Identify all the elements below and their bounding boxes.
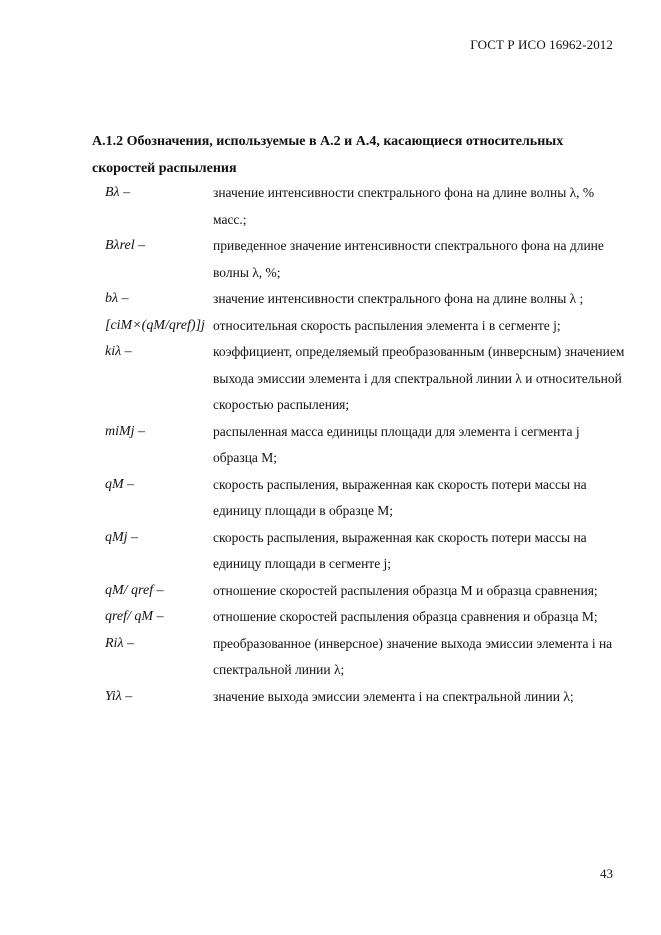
definition-desc: значение интенсивности спектрального фона на длине волны λ, % масс.; (213, 185, 595, 227)
definition-row (105, 631, 627, 684)
definition-row (105, 313, 627, 340)
definition-row (105, 419, 627, 472)
definition-desc: скорость распыления, выраженная как скорость потери массы на единицу площади в образце М; (213, 476, 587, 518)
definition-row (105, 339, 627, 419)
definition-term: qref/ qM – (105, 609, 164, 624)
definition-desc: распыленная масса единицы площади для элемента i сегмента j образца М; (213, 423, 580, 465)
definition-row (105, 472, 627, 525)
definition-term: Bλrel – (105, 238, 146, 253)
section-title-line-2: скоростей распыления (92, 161, 237, 176)
definition-desc: приведенное значение интенсивности спектрального фона на длине волны λ, %; (213, 238, 604, 280)
definition-desc: преобразованное (инверсное) значение выхода эмиссии элемента i на спектральной линии λ; (213, 635, 613, 677)
definition-desc: относительная скорость распыления элемента i в сегменте j; (213, 317, 561, 333)
definition-row (105, 525, 627, 578)
definition-term: Riλ – (105, 635, 135, 651)
definition-desc: скорость распыления, выраженная как скорость потери массы на единицу площади в сегменте j; (213, 529, 587, 571)
definition-desc: коэффициент, определяемый преобразованным (инверсным) значением выхода эмиссии элемента i для спектральной линии λ и относительной скоростью распыления; (213, 344, 625, 412)
definition-row (105, 286, 627, 313)
definition-desc: значение выхода эмиссии элемента i на спектральной линии λ; (213, 688, 574, 704)
page-number: 43 (600, 866, 613, 881)
definitions-list (105, 180, 627, 710)
definition-row (105, 233, 627, 286)
definition-term: Yiλ – (105, 688, 133, 704)
definition-term: qM – (105, 476, 135, 492)
definition-row (105, 578, 627, 605)
definition-row (105, 684, 627, 711)
definition-desc: отношение скоростей распыления образца М и образца сравнения; (213, 582, 598, 598)
definition-term: qM/ qref – (105, 582, 164, 598)
definition-term: [ciM×(qM/qref)]j (105, 317, 205, 333)
definition-term: qMj – (105, 529, 139, 545)
definition-desc: отношение скоростей распыления образца сравнения и образца М; (213, 609, 598, 624)
document-header: ГОСТ Р ИСО 16962-2012 (470, 37, 613, 52)
definition-desc: значение интенсивности спектрального фона на длине волны λ ; (213, 291, 584, 306)
definition-term: kiλ – (105, 344, 132, 359)
definition-row (105, 604, 627, 631)
definition-row (105, 180, 627, 233)
section-title (92, 128, 612, 182)
definition-term: bλ – (105, 291, 129, 306)
definition-term: Bλ – (105, 185, 131, 200)
section-title-line-1: А.1.2 Обозначения, используемые в А.2 и А.4, касающиеся относительных (92, 134, 564, 149)
definition-term: miMj – (105, 423, 146, 439)
